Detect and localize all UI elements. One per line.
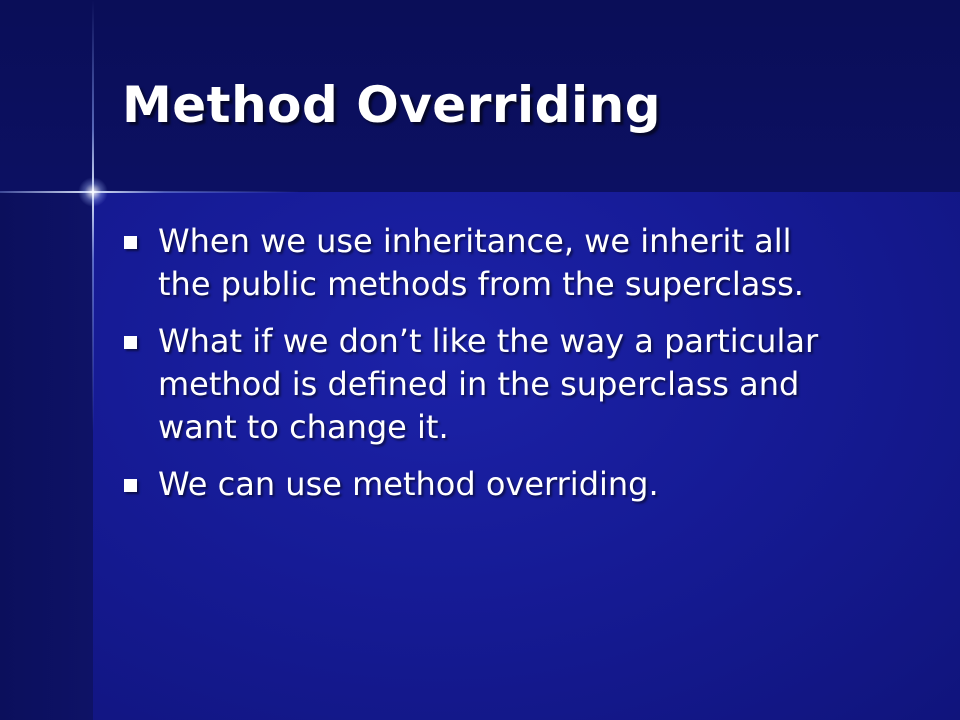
square-bullet-icon (124, 479, 137, 492)
bullet-text: We can use method overriding. (158, 465, 659, 503)
sparkle-horizontal-line (0, 191, 300, 193)
bullet-item (122, 220, 842, 306)
bullet-text: What if we don’t like the way a particular method is defined in the superclass and want to change it. (158, 322, 819, 446)
square-bullet-icon (124, 236, 137, 249)
left-strip (0, 192, 93, 720)
slide-title: Method Overriding (122, 76, 661, 134)
bullet-text: When we use inheritance, we inherit all the public methods from the superclass. (158, 222, 804, 303)
bullet-item (122, 463, 842, 506)
sparkle-vertical-line (92, 0, 94, 720)
square-bullet-icon (124, 336, 137, 349)
bullet-list (122, 220, 842, 520)
bullet-item (122, 320, 842, 449)
sparkle-star-icon (78, 177, 108, 207)
